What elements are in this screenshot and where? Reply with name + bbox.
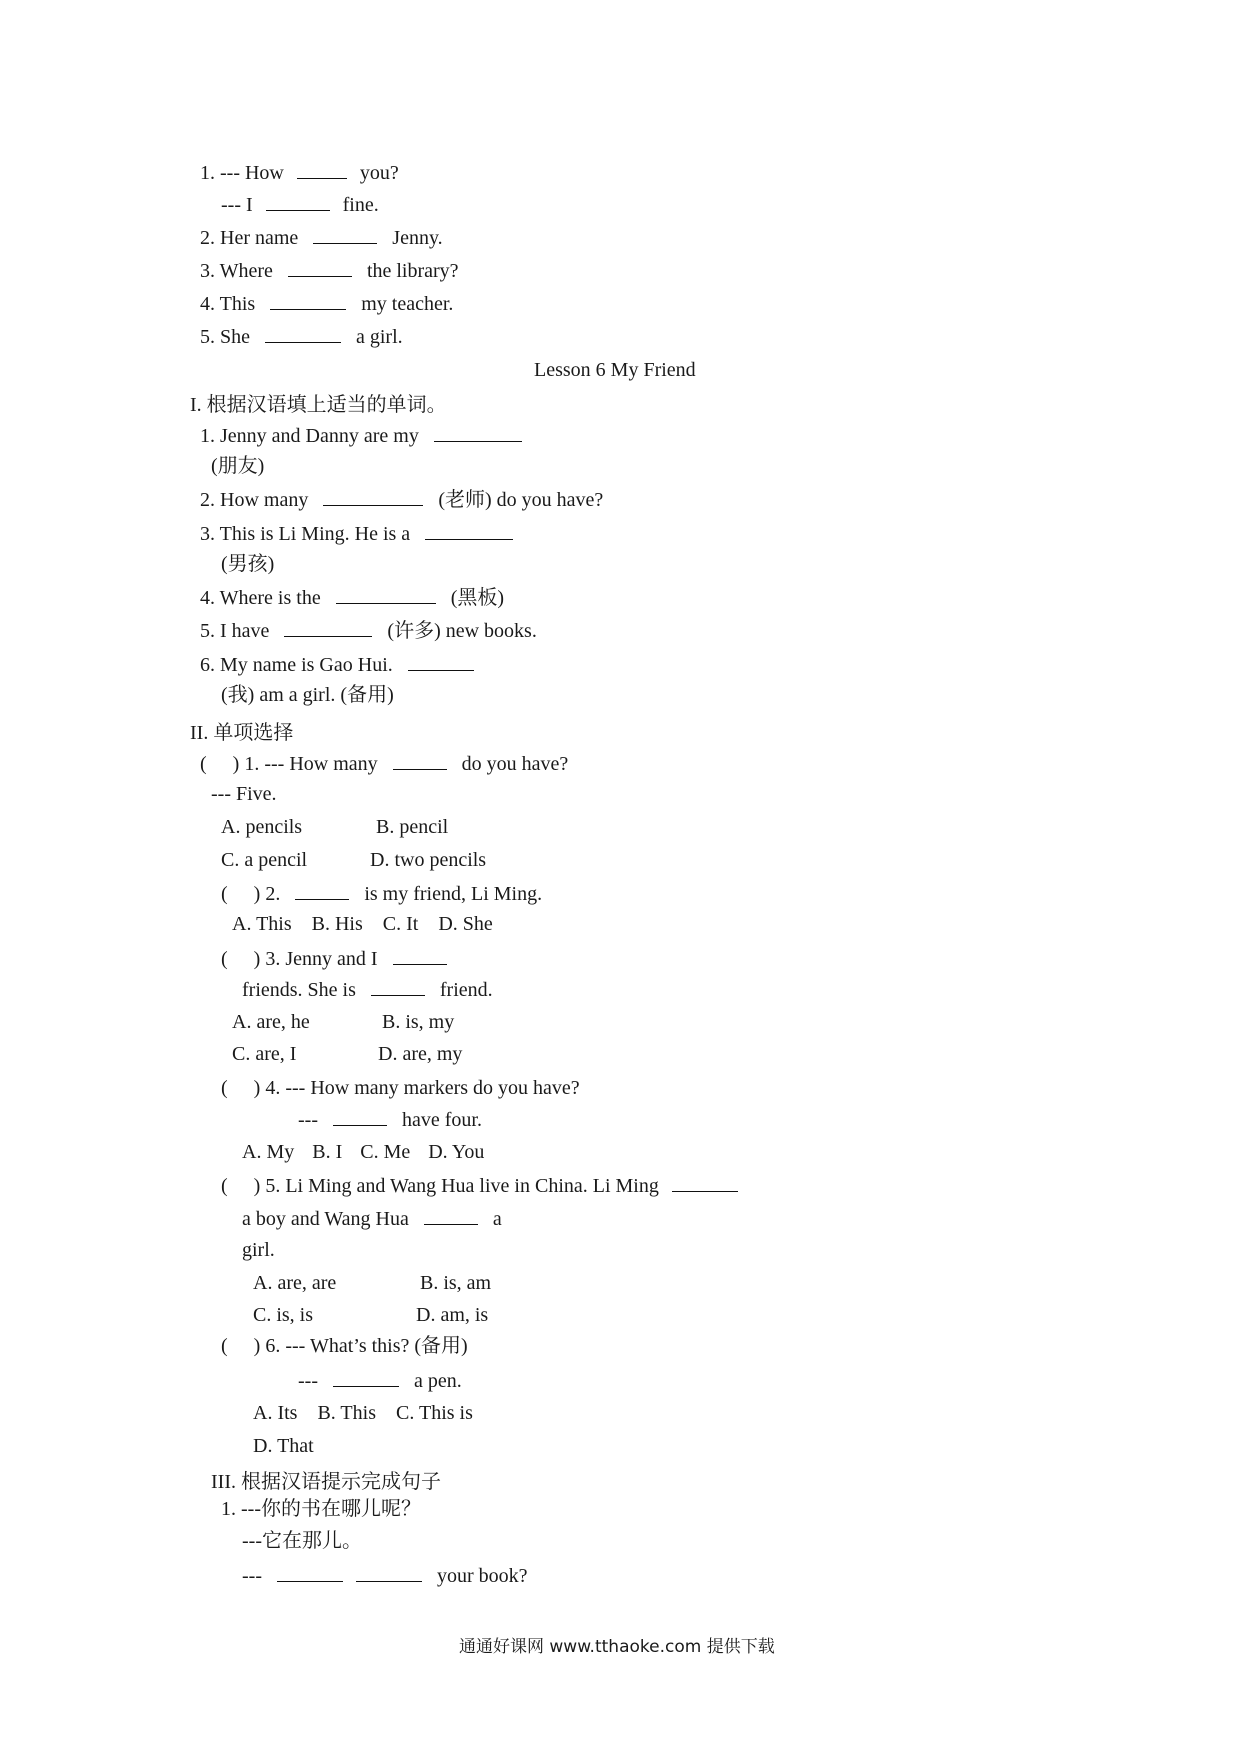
s2-q6 xyxy=(221,1334,468,1358)
q-text: 4. Where is the xyxy=(200,587,321,609)
page-footer: 通通好课网 www.tthaoke.com 提供下载 xyxy=(459,1637,775,1657)
s3-item1-line1: 1. ---你的书在哪儿呢？ xyxy=(221,1498,421,1520)
s2-q5-option-b: B. is, am xyxy=(420,1272,492,1294)
s2-q4-options xyxy=(242,1140,484,1164)
s1-item3 xyxy=(200,521,523,546)
q-text: you? xyxy=(359,162,399,184)
answer-blank[interactable] xyxy=(284,618,372,637)
q-text: 4. This xyxy=(200,293,256,315)
s2-q5-option-d: D. am, is xyxy=(416,1304,489,1326)
answer-blank[interactable] xyxy=(371,977,425,996)
section1-title: I. 根据汉语填上适当的单词。 xyxy=(190,394,447,416)
q-text: a xyxy=(492,1208,502,1230)
answer-blank[interactable] xyxy=(295,881,349,900)
s2-q5-option-c: C. is, is xyxy=(253,1304,314,1326)
q-text: 1. --- How xyxy=(200,162,284,184)
s2-q1 xyxy=(200,751,568,776)
answer-blank[interactable] xyxy=(393,751,447,770)
q-text: a girl. xyxy=(356,326,403,348)
s2-q5 xyxy=(221,1173,746,1198)
q-text: ) 6. --- What’s this? (备用) xyxy=(253,1335,468,1357)
q-text: 5. I have xyxy=(200,620,270,642)
s1-item5 xyxy=(200,618,537,643)
answer-blank[interactable] xyxy=(393,946,447,965)
q-text: have four. xyxy=(401,1109,482,1131)
answer-paren[interactable]: ( xyxy=(200,753,207,775)
q-text: 2. Her name xyxy=(200,227,299,249)
q-text: ) 2. xyxy=(253,883,281,905)
section3-title: III. 根据汉语提示完成句子 xyxy=(211,1471,441,1493)
s1-item6 xyxy=(200,652,484,677)
s2-q5-line3: girl. xyxy=(242,1239,275,1261)
option-b: B. This xyxy=(317,1402,376,1424)
section2-title: II. 单项选择 xyxy=(190,722,294,744)
answer-paren[interactable]: ( xyxy=(221,948,228,970)
prelude-q5 xyxy=(200,324,403,349)
answer-blank[interactable] xyxy=(425,521,513,540)
answer-blank[interactable] xyxy=(336,585,436,604)
option-d: D. She xyxy=(438,913,493,935)
s2-q2 xyxy=(221,881,542,906)
prelude-q4 xyxy=(200,291,453,316)
q-text: 6. My name is Gao Hui. xyxy=(200,654,393,676)
answer-blank[interactable] xyxy=(288,258,352,277)
prelude-q2 xyxy=(200,225,443,250)
s2-q3-option-a: A. are, he xyxy=(232,1011,310,1033)
lesson-title: Lesson 6 My Friend xyxy=(534,359,696,381)
s2-q3-option-c: C. are, I xyxy=(232,1043,297,1065)
q-text: the library? xyxy=(366,260,459,282)
q-text: 1. Jenny and Danny are my xyxy=(200,425,419,447)
answer-blank[interactable] xyxy=(265,324,341,343)
answer-paren[interactable]: ( xyxy=(221,1175,228,1197)
s2-q4-line2 xyxy=(298,1107,482,1132)
answer-blank[interactable] xyxy=(266,192,330,211)
s2-q5-line2 xyxy=(242,1206,502,1231)
q-text: do you have? xyxy=(461,753,569,775)
answer-blank[interactable] xyxy=(333,1107,387,1126)
q-text: --- xyxy=(242,1565,262,1587)
q-text: a boy and Wang Hua xyxy=(242,1208,409,1230)
s2-q1-option-d: D. two pencils xyxy=(370,849,487,871)
option-c: C. This is xyxy=(396,1402,473,1424)
s1-item4 xyxy=(200,585,504,610)
option-a: A. This xyxy=(232,913,292,935)
option-b: B. His xyxy=(311,913,363,935)
q-text: 3. Where xyxy=(200,260,273,282)
q-text: (黑板) xyxy=(450,587,505,609)
q-text: fine. xyxy=(342,194,379,216)
q-text: your book? xyxy=(436,1565,528,1587)
answer-blank[interactable] xyxy=(333,1368,399,1387)
s1-item2 xyxy=(200,487,603,512)
q-text: is my friend, Li Ming. xyxy=(364,883,543,905)
option-d: D. You xyxy=(428,1141,485,1163)
answer-paren[interactable]: ( xyxy=(221,883,228,905)
s2-q5-option-a: A. are, are xyxy=(253,1272,337,1294)
prelude-q3 xyxy=(200,258,459,283)
s2-q1-option-c: C. a pencil xyxy=(221,849,308,871)
q-text: 5. She xyxy=(200,326,250,348)
prelude-q1-line2 xyxy=(221,192,379,217)
s1-item3-hint: (男孩) xyxy=(221,553,275,575)
q-text: (许多) new books. xyxy=(387,620,537,642)
s2-q1-option-a: A. pencils xyxy=(221,816,303,838)
q-text: Jenny. xyxy=(392,227,443,249)
answer-paren[interactable]: ( xyxy=(221,1335,228,1357)
option-b: B. I xyxy=(312,1141,343,1163)
q-text: 3. This is Li Ming. He is a xyxy=(200,523,411,545)
s2-q3 xyxy=(221,946,457,971)
answer-blank[interactable] xyxy=(408,652,474,671)
answer-paren[interactable]: ( xyxy=(221,1077,228,1099)
s1-item1 xyxy=(200,423,532,448)
s2-q3-option-d: D. are, my xyxy=(378,1043,463,1065)
s3-item1-line2: ---它在那儿。 xyxy=(242,1530,362,1552)
option-a: A. My xyxy=(242,1141,295,1163)
s2-q3-option-b: B. is, my xyxy=(382,1011,455,1033)
q-text: ) 4. --- How many markers do you have? xyxy=(253,1077,580,1099)
s1-item1-hint: (朋友) xyxy=(211,455,265,477)
q-text: ) 1. --- How many xyxy=(232,753,378,775)
s2-q3-line2 xyxy=(242,977,493,1002)
s2-q1-option-b: B. pencil xyxy=(376,816,449,838)
q-text: my teacher. xyxy=(361,293,454,315)
q-text: (老师) do you have? xyxy=(438,489,604,511)
s2-q6-option-d: D. That xyxy=(253,1435,314,1457)
q-text: --- I xyxy=(221,194,253,216)
s2-q2-options xyxy=(232,912,493,936)
s2-q1-answer: --- Five. xyxy=(211,783,277,805)
s2-q4 xyxy=(221,1076,580,1100)
answer-blank[interactable] xyxy=(323,487,423,506)
q-text: a pen. xyxy=(413,1370,462,1392)
answer-blank[interactable] xyxy=(270,291,346,310)
s1-item6-line2: (我) am a girl. (备用) xyxy=(221,684,394,706)
option-c: C. Me xyxy=(360,1141,411,1163)
s2-q6-options xyxy=(253,1401,473,1425)
answer-blank[interactable] xyxy=(277,1563,343,1582)
answer-blank[interactable] xyxy=(672,1173,738,1192)
answer-blank[interactable] xyxy=(434,423,522,442)
answer-blank[interactable] xyxy=(356,1563,422,1582)
q-text: 2. How many xyxy=(200,489,309,511)
q-text: --- xyxy=(298,1109,318,1131)
q-text: friends. She is xyxy=(242,979,356,1001)
q-text: friend. xyxy=(439,979,493,1001)
answer-blank[interactable] xyxy=(297,160,347,179)
q-text: ) 5. Li Ming and Wang Hua live in China. Li Ming xyxy=(253,1175,659,1197)
option-c: C. It xyxy=(382,913,419,935)
q-text: --- xyxy=(298,1370,318,1392)
option-a: A. Its xyxy=(253,1402,298,1424)
s3-item1-line3 xyxy=(242,1563,528,1588)
s2-q6-line2 xyxy=(298,1368,462,1393)
answer-blank[interactable] xyxy=(313,225,377,244)
q-text: ) 3. Jenny and I xyxy=(253,948,378,970)
prelude-q1-line1 xyxy=(200,160,399,185)
answer-blank[interactable] xyxy=(424,1206,478,1225)
